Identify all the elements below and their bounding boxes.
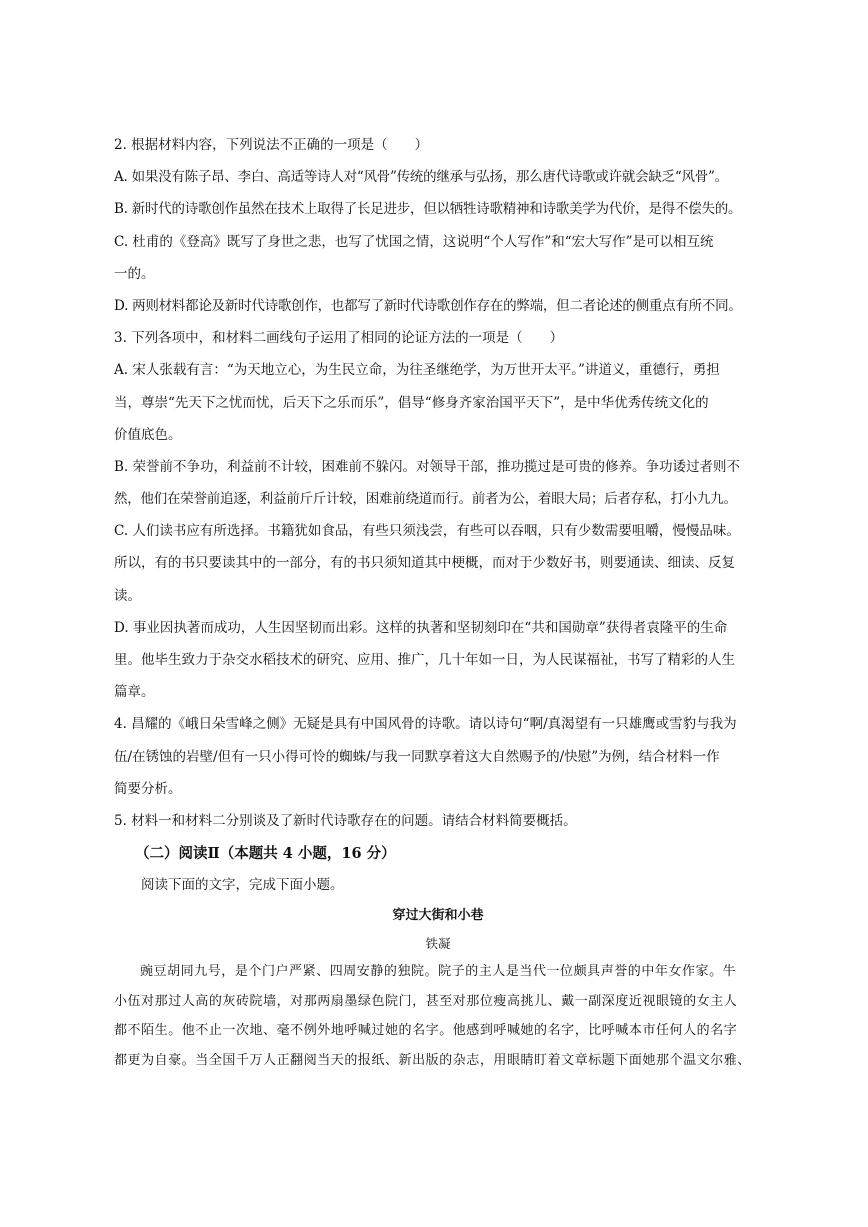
option-c-continued: 所以，有的书只要读其中的一部分，有的书只须知道其中梗概，而对于少数好书，则要通读、细读、反复 <box>114 555 735 572</box>
article-line: 都更为自豪。当全国千万人正翻阅当天的报纸、新出版的杂志，用眼睛盯着文章标题下面她那个温文尔雅、 <box>114 1052 751 1068</box>
option-d-continued: 篇章。 <box>114 684 155 701</box>
option-b: B. 新时代的诗歌创作虽然在技术上取得了长足进步，但以牺牲诗歌精神和诗歌美学为代价，是得不偿失的。 <box>114 201 742 218</box>
question-stem-continued: 简要分析。 <box>114 780 182 797</box>
option-c: C. 杜甫的《登高》既写了身世之悲，也写了忧国之情，这说明“个人写作”和“宏大写作”是可以相互统 <box>114 233 714 250</box>
option-a: A. 宋人张载有言：“为天地立心，为生民立命，为往圣继绝学，为万世开太平。”讲道义，重德行，勇担 <box>114 362 720 379</box>
article-title: 穿过大街和小巷 <box>392 908 484 924</box>
question-stem-continued: 伍/在锈蚀的岩壁/但有一只小得可怜的蜘蛛/与我一同默享着这大自然赐予的/快慰”为例，结合材料一作 <box>114 748 720 765</box>
article-body <box>114 960 762 1073</box>
option-b-continued: 然，他们在荣誉前追逐，利益前斤斤计较，困难前绕道而行。前者为公，着眼大局；后者存私，打小九九。 <box>114 491 737 508</box>
question-2 <box>114 133 762 319</box>
article-line: 都不陌生。他不止一次地、毫不例外地呼喊过她的名字。他感到呼喊她的名字，比呼喊本市任何人的名字 <box>114 1023 738 1039</box>
section-heading: （二）阅读Ⅱ（本题共 4 小题，16 分） <box>135 845 396 863</box>
question-5 <box>114 809 762 834</box>
option-c: C. 人们读书应有所选择。书籍犹如食品，有些只须浅尝，有些可以吞咽，只有少数需要咀嚼，慢慢品味。 <box>114 523 740 540</box>
option-c-continued: 一的。 <box>114 265 155 282</box>
question-stem: 5. 材料一和材料二分别谈及了新时代诗歌存在的问题。请结合材料简要概括。 <box>114 812 577 829</box>
option-d: D. 两则材料都论及新时代诗歌创作，也都写了新时代诗歌创作存在的弊端，但二者论述的侧重点有所不同。 <box>114 297 742 314</box>
question-4 <box>114 712 762 801</box>
option-d: D. 事业因执著而成功，人生因坚韧而出彩。这样的执著和坚韧刻印在“共和国勋章”获得者袁隆平的生命 <box>114 619 728 636</box>
option-a-continued: 价值底色。 <box>114 426 182 443</box>
option-a: A. 如果没有陈子昂、李白、高适等诗人对“风骨”传统的继承与弘扬，那么唐代诗歌或许就会缺乏“风骨”。 <box>114 169 728 186</box>
option-c-continued: 读。 <box>114 587 141 604</box>
question-stem: 3. 下列各项中，和材料二画线句子运用了相同的论证方法的一项是（ ） <box>114 330 564 347</box>
question-stem: 4. 昌耀的《峨日朵雪峰之侧》无疑是具有中国风骨的诗歌。请以诗句“啊/真渴望有一只雄鹰或雪豹与我为 <box>114 716 737 733</box>
article-line: 小伍对那过人高的灰砖院墙，对那两扇墨绿色院门，甚至对那位瘦高挑儿、戴一副深度近视眼镜的女主人 <box>114 993 738 1009</box>
article-line: 豌豆胡同九号，是个门户严紧、四周安静的独院。院子的主人是当代一位颇具声誉的中年女作家。牛 <box>140 964 737 980</box>
question-3 <box>114 326 762 705</box>
option-b: B. 荣誉前不争功，利益前不计较，困难前不躲闪。对领导干部，推功揽过是可贵的修养。争功诿过者则不 <box>114 458 741 475</box>
question-stem: 2. 根据材料内容，下列说法不正确的一项是（ ） <box>114 137 429 153</box>
section-instruction: 阅读下面的文字，完成下面小题。 <box>141 877 344 894</box>
option-d-continued: 里。他毕生致力于杂交水稻技术的研究、应用、推广，几十年如一日，为人民谋福祉，书写了精彩的人生 <box>114 652 735 668</box>
document-content <box>114 133 762 1078</box>
option-a-continued: 当，尊崇“先天下之忧而忧，后天下之乐而乐”，倡导“修身齐家治国平天下”，是中华优秀传统文化的 <box>114 394 709 411</box>
article-author: 铁凝 <box>425 936 451 952</box>
